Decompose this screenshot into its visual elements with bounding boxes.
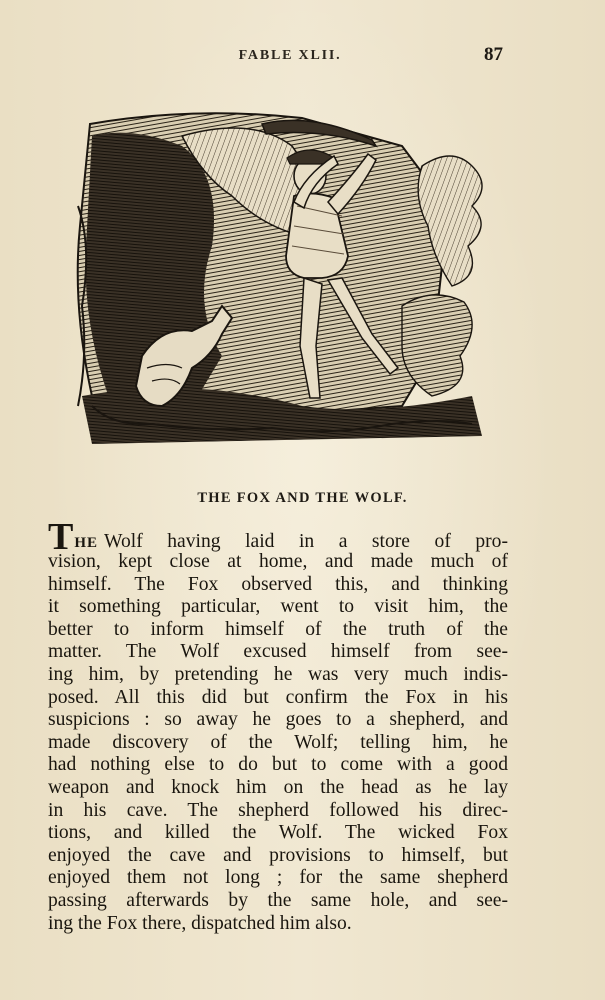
running-title: FABLE XLII. — [238, 48, 342, 63]
fable-line: ing the Fox there, dispatched him also. — [48, 912, 352, 934]
fable-line: enjoyed them not long ; for the same shepherd — [48, 867, 508, 889]
fable-line: himself. The Fox observed this, and thinking — [48, 573, 508, 595]
fable-line: ing him, by pretending he was very much indis- — [48, 663, 508, 685]
page-number: 87 — [484, 44, 503, 65]
fable-line: enjoyed the cave and provisions to himself, but — [48, 844, 508, 866]
fable-line: matter. The Wolf excused himself from see- — [48, 641, 508, 663]
fable-line: posed. All this did but confirm the Fox in his — [48, 686, 508, 708]
fable-line: better to inform himself of the truth of the — [48, 618, 508, 640]
fable-line: vision, kept close at home, and made much of — [48, 551, 508, 572]
fable-line: it something particular, went to visit him, the — [48, 596, 508, 618]
fable-body — [48, 516, 508, 935]
fable-line: suspicions : so away he goes to a shepherd, and — [48, 709, 508, 731]
fable-line: made discovery of the Wolf; telling him, he — [48, 731, 508, 753]
fable-line: in his cave. The shepherd followed his direc- — [48, 799, 508, 821]
drop-cap: T — [48, 516, 74, 558]
fable-line: tions, and killed the Wolf. The wicked Fox — [48, 822, 508, 844]
woodcut-illustration — [72, 106, 496, 448]
fable-line: passing afterwards by the same hole, and see- — [48, 889, 508, 911]
running-head — [0, 44, 605, 72]
fable-line-text: Wolf having laid in a store of pro- — [104, 531, 508, 552]
fable-title: THE FOX AND THE WOLF. — [197, 490, 408, 506]
first-word-rest: HE — [74, 535, 99, 551]
fable-line: had nothing else to do but to come with a good — [48, 754, 508, 776]
fable-line — [48, 516, 508, 558]
fable-line: weapon and knock him on the head as he lay — [48, 776, 508, 798]
